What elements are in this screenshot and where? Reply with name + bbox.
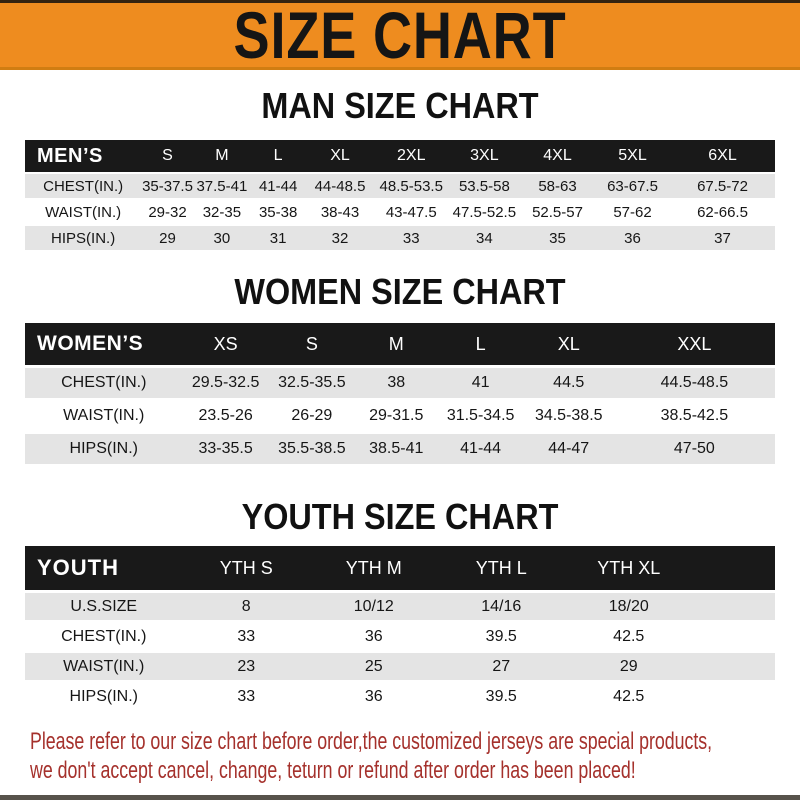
size-value-cell: 14/16 [438, 593, 566, 620]
size-value-cell: 33 [183, 623, 311, 650]
size-value-cell: 52.5-57 [520, 200, 595, 224]
men-table-title: MEN’S [25, 140, 141, 172]
page-title: SIZE CHART [233, 0, 567, 72]
col-header-cell: 5XL [595, 140, 670, 172]
col-header-cell: 4XL [520, 140, 595, 172]
spacer-cell [693, 593, 776, 620]
size-value-cell: 31.5-34.5 [438, 401, 524, 431]
size-value-cell: 29-31.5 [355, 401, 438, 431]
row-label-cell: CHEST(IN.) [25, 174, 141, 198]
size-value-cell: 44.5 [524, 368, 614, 398]
size-value-cell: 23 [183, 653, 311, 680]
size-value-cell: 47.5-52.5 [449, 200, 520, 224]
size-value-cell: 41 [438, 368, 524, 398]
col-header-cell: 6XL [670, 140, 775, 172]
size-value-cell: 37 [670, 226, 775, 250]
women-size-table [25, 320, 775, 467]
spacer-cell [693, 546, 776, 590]
table-row [25, 200, 775, 224]
footer-note-line2: we don't accept cancel, change, teturn or refund after order has been placed! [30, 757, 636, 784]
col-header-cell: L [250, 140, 306, 172]
women-header-row [25, 323, 775, 365]
size-value-cell: 34 [449, 226, 520, 250]
table-row [25, 401, 775, 431]
size-value-cell: 32.5-35.5 [269, 368, 355, 398]
size-value-cell: 58-63 [520, 174, 595, 198]
row-label-cell: HIPS(IN.) [25, 683, 183, 710]
table-row [25, 683, 775, 710]
spacer-cell [693, 683, 776, 710]
size-value-cell: 35.5-38.5 [269, 434, 355, 464]
size-value-cell: 57-62 [595, 200, 670, 224]
size-value-cell: 36 [310, 683, 438, 710]
size-value-cell: 39.5 [438, 683, 566, 710]
youth-header-row [25, 546, 775, 590]
size-value-cell: 41-44 [438, 434, 524, 464]
size-value-cell: 42.5 [565, 683, 693, 710]
footer-note [30, 727, 770, 785]
size-value-cell: 44-48.5 [306, 174, 374, 198]
col-header-cell: S [141, 140, 194, 172]
col-header-cell: YTH S [183, 546, 311, 590]
size-value-cell: 10/12 [310, 593, 438, 620]
table-row [25, 653, 775, 680]
table-row [25, 368, 775, 398]
size-value-cell: 26-29 [269, 401, 355, 431]
bottom-edge-line [0, 795, 800, 800]
size-value-cell: 38.5-42.5 [614, 401, 775, 431]
row-label-cell: WAIST(IN.) [25, 200, 141, 224]
col-header-cell: 2XL [374, 140, 449, 172]
col-header-cell: S [269, 323, 355, 365]
size-value-cell: 33-35.5 [183, 434, 269, 464]
size-value-cell: 23.5-26 [183, 401, 269, 431]
size-value-cell: 32-35 [194, 200, 250, 224]
women-section-heading: WOMEN SIZE CHART [234, 271, 566, 312]
col-header-cell: YTH XL [565, 546, 693, 590]
size-value-cell: 33 [183, 683, 311, 710]
size-value-cell: 37.5-41 [194, 174, 250, 198]
col-header-cell: XL [306, 140, 374, 172]
size-value-cell: 48.5-53.5 [374, 174, 449, 198]
row-label-cell: CHEST(IN.) [25, 368, 183, 398]
size-value-cell: 34.5-38.5 [524, 401, 614, 431]
size-value-cell: 25 [310, 653, 438, 680]
spacer-cell [693, 653, 776, 680]
youth-table-title: YOUTH [25, 546, 183, 590]
col-header-cell: 3XL [449, 140, 520, 172]
row-label-cell: HIPS(IN.) [25, 226, 141, 250]
women-table-title: WOMEN’S [25, 323, 183, 365]
size-value-cell: 38 [355, 368, 438, 398]
size-value-cell: 35 [520, 226, 595, 250]
size-value-cell: 30 [194, 226, 250, 250]
size-value-cell: 63-67.5 [595, 174, 670, 198]
row-label-cell: CHEST(IN.) [25, 623, 183, 650]
col-header-cell: XXL [614, 323, 775, 365]
size-value-cell: 35-37.5 [141, 174, 194, 198]
footer-note-line1: Please refer to our size chart before order,the customized jerseys are special products, [30, 728, 713, 755]
row-label-cell: WAIST(IN.) [25, 401, 183, 431]
size-value-cell: 47-50 [614, 434, 775, 464]
table-row [25, 174, 775, 198]
size-value-cell: 31 [250, 226, 306, 250]
spacer-cell [693, 623, 776, 650]
col-header-cell: XL [524, 323, 614, 365]
size-value-cell: 32 [306, 226, 374, 250]
size-value-cell: 33 [374, 226, 449, 250]
men-header-row [25, 140, 775, 172]
youth-section-heading: YOUTH SIZE CHART [241, 496, 559, 537]
size-value-cell: 38.5-41 [355, 434, 438, 464]
table-row [25, 593, 775, 620]
row-label-cell: WAIST(IN.) [25, 653, 183, 680]
col-header-cell: M [194, 140, 250, 172]
banner [0, 0, 800, 70]
size-value-cell: 62-66.5 [670, 200, 775, 224]
row-label-cell: HIPS(IN.) [25, 434, 183, 464]
size-value-cell: 38-43 [306, 200, 374, 224]
size-value-cell: 67.5-72 [670, 174, 775, 198]
table-row [25, 623, 775, 650]
col-header-cell: YTH L [438, 546, 566, 590]
size-value-cell: 44-47 [524, 434, 614, 464]
men-size-table [25, 138, 775, 252]
size-value-cell: 29 [565, 653, 693, 680]
size-value-cell: 35-38 [250, 200, 306, 224]
col-header-cell: M [355, 323, 438, 365]
col-header-cell: YTH M [310, 546, 438, 590]
table-row [25, 226, 775, 250]
row-label-cell: U.S.SIZE [25, 593, 183, 620]
size-value-cell: 8 [183, 593, 311, 620]
size-value-cell: 41-44 [250, 174, 306, 198]
size-value-cell: 29 [141, 226, 194, 250]
size-value-cell: 29-32 [141, 200, 194, 224]
size-value-cell: 29.5-32.5 [183, 368, 269, 398]
size-value-cell: 27 [438, 653, 566, 680]
size-value-cell: 18/20 [565, 593, 693, 620]
size-value-cell: 39.5 [438, 623, 566, 650]
youth-size-table [25, 543, 775, 713]
size-value-cell: 44.5-48.5 [614, 368, 775, 398]
man-section-heading: MAN SIZE CHART [261, 85, 539, 126]
size-value-cell: 42.5 [565, 623, 693, 650]
size-value-cell: 53.5-58 [449, 174, 520, 198]
size-value-cell: 36 [310, 623, 438, 650]
size-value-cell: 43-47.5 [374, 200, 449, 224]
col-header-cell: L [438, 323, 524, 365]
size-value-cell: 36 [595, 226, 670, 250]
table-row [25, 434, 775, 464]
col-header-cell: XS [183, 323, 269, 365]
